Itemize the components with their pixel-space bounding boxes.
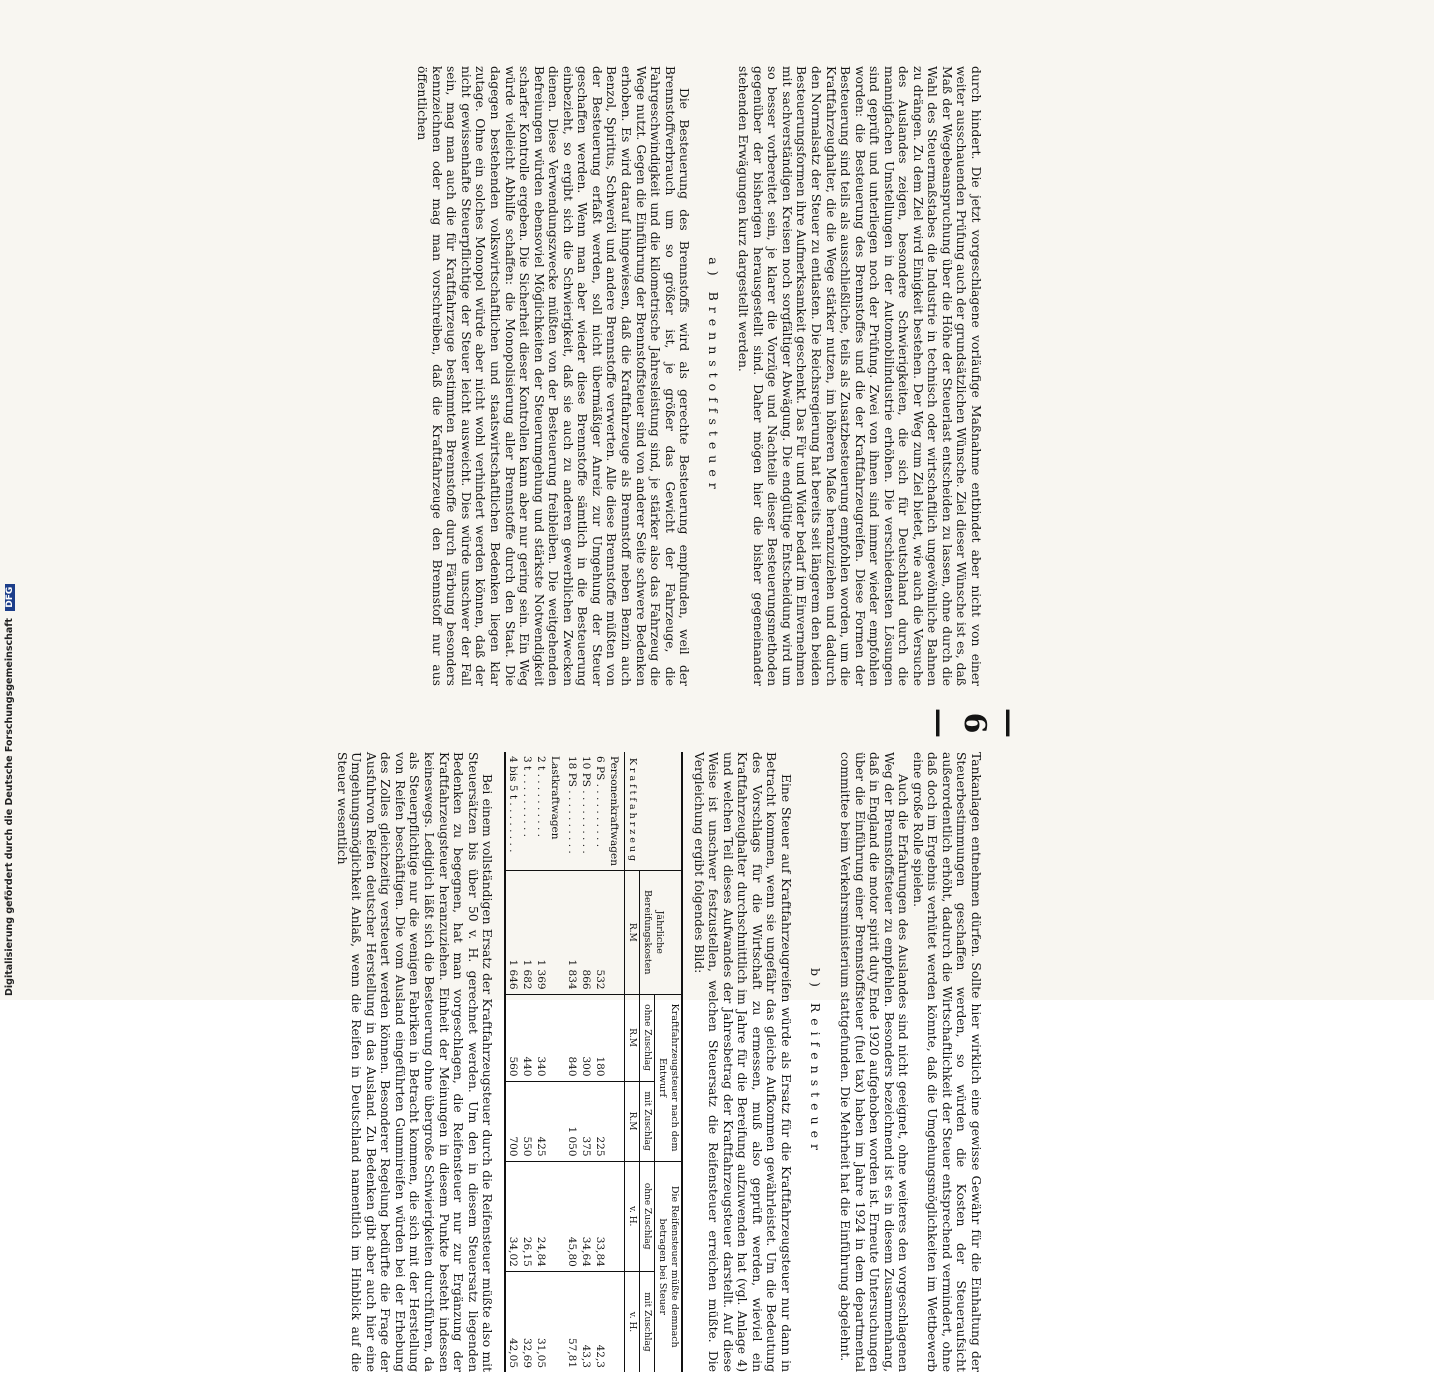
table-cell: 1 369 — [534, 870, 548, 994]
table-cell: 532 — [593, 870, 607, 994]
table-unit: v. H. — [625, 1161, 640, 1271]
right-paragraph-4: Bei einem vollständigen Ersatz der Kraftfahrzeugsteuer durch die Reifensteuer müßte also mit Steuersätzen bis über 50 v. H. gerechnet werden. Um den in diesem Steuersatz liegenden Bedenken zu begegnen, hat man vorgeschlagen, die Reifensteuer nur zur Ergänzung der Kraftfahrzeugsteuer heranzuziehen. Einheit der Meinungen in diesem Punkte besteht indessen keineswegs. Lediglich läßt sich die Besteuerung ohne übergroße Schwierigkeiten durchführen, da als Steuerpflichtige nur die wenigen Fabriken in Betracht kommen, die sich mit der Herstellung von Reifen beschäftigen. Die vom Ausland eingeführten Gummireifen würden bei der Erhebung des Zolles gleichzeitig versteuert werden können. Besonderer Regelung bedürfte die Frage der Ausfuhrvon Reifen deutscher Herstellung in das Ausland. Zu Bedenken gibt aber auch hier eine Umgehungsmöglichkeit Anlaß, wenn die Reifen in Deutschland namentlich im Hinblick auf die Steuer wesentlich — [334, 752, 495, 1372]
table-cell: 24,84 — [534, 1161, 548, 1271]
right-column — [334, 752, 983, 1372]
table-cell: 31,05 — [534, 1271, 548, 1372]
table-header-pct-without: ohne Zuschlag — [640, 1161, 655, 1271]
table-cell: 42,3 — [593, 1271, 607, 1372]
left-paragraph-2: Die Besteuerung des Brennstoffs wird als gerechte Besteuerung empfunden, weil der Brennstoffverbrauch um so größer ist, je größer das Gewicht der Fahrzeuge, die Fahrgeschwindigkeit und die kilometrische Jahresleistung sind, je stärker also das Fahrzeug die Wege nutzt. Gegen die Einführung der Brennstoffsteuer sind von anderer Seite schwere Bedenken erhoben. Es wird darauf hingewiesen, daß die Kraftfahrzeuge als Brennstoff neben Benzin auch Benzol, Spiritus, Schweröl und andere Brennstoffe verwerten. Alle diese Brennstoffe müßten von der Besteuerung erfaßt werden, soll nicht übermäßiger Anreiz zur Umgehung der Steuer geschaffen werden. Wenn man aber wieder diese Brennstoffe sämtlich in die Besteuerung einbezieht, so ergibt sich die Schwierigkeit, daß sie auch zu anderen gewerblichen Zwecken dienen. Diese Verwendungszwecke müßten von der Besteuerung freibleiben. Die weitgehenden Befreiungen würden ebensoviel Möglichkeiten der Steuerumgehung und stärkste Notwendigkeit scharfer Kontrolle ergeben. Die Sicherheit dieser Kontrollen kann aber nur gering sein. Ein Weg würde vielleicht Abhilfe schaffen: die Monopolisierung aller Brennstoffe durch den Staat. Die dagegen bestehenden volkswirtschaftlichen und staatswirtschaftlichen Bedenken liegen klar zutage. Ohne ein solches Monopol würde aber nicht wohl verhindert werden können, daß der nicht gewissenhafte Steuerpflichtige der Steuer leicht ausweicht. Dies würde unschwer der Fall sein, mag man auch die für Kraftfahrzeuge bestimmten Brennstoffe durch Färbung besonders kennzeichnen oder mag man vorschreiben, daß die Kraftfahrzeuge den Brennstoff nur aus öffentlichen — [415, 66, 692, 686]
left-paragraph-1: durch hindert. Die jetzt vorgeschlagene vorläufige Maßnahme entbindet aber nicht von einer weiter ausschauenden Prüfung auch der grundsätzlichen Wünsche. Ziel dieser Wünsche ist es, daß Maß der Wegebeanspruchung über die Höhe der Steuerlast entscheiden zu lassen, ohne durch die Wahl des Steuermaßstabes die Industrie in technisch oder wirtschaftlich ungewöhnliche Bahnen zu drängen. Zu dem Ziel wird Einigkeit bestehen. Der Weg zum Ziel bietet, wie auch die Versuche des Auslandes zeigen, besondere Schwierigkeiten, die sich für Deutschland durch die mannigfachen Umstellungen in der Automobilindustrie erhöhen. Die verschiedensten Lösungen sind geprüft und unterliegen noch der Prüfung. Zwei von ihnen sind immer wieder empfohlen worden: die Besteuerung des Brennstoffes und die der Kraftfahrzeugreifen. Diese Formen der Besteuerung sind teils als ausschließliche, teils als Zusatzbesteuerung empfohlen worden, um die Kraftfahrzeughalter, die die Wege stärker nutzen, im höheren Maße heranzuziehen und dadurch den Normalsatz der Steuer zu entlasten. Die Reichsregierung hat bereits seit längerem den beiden Besteuerungsformen ihre Aufmerksamkeit geschenkt. Das Für und Wider bedarf im Einvernehmen mit sachverständigen Kreisen noch sorgfältiger Abwägung. Die endgültige Entscheidung wird um so besser vorbereitet sein, je klarer die Vorzüge und Nachteile dieser Besteuerungsmethoden gegenüber der bisherigen herausgestellt sind. Daher mögen hier die bisher gegeneinander stehenden Erwägungen kurz dargestellt werden. — [736, 66, 983, 686]
table-cell: 43,3 — [579, 1271, 593, 1372]
section-heading-b: b) Reifensteuer — [807, 968, 823, 1156]
table-cell: 340 — [534, 994, 548, 1081]
table-header-annual: Jährliche Bereifungskosten — [640, 870, 683, 994]
right-paragraph-1: Tankanlagen entnehmen dürfen. Sollte hier wirklich eine gewisse Gewähr für die Einhaltung der Steuerbestimmungen geschaffen werden, so würden die Kosten der Steueraufsicht außerordentlich erhöht, dadurch die Wirtschaftlichkeit der Steuer entsprechend vermindert, ohne daß doch im Ergebnis verhütet werden könnte, daß die Umgehungsmöglichkeiten im Wettbewerb eine große Rolle spielen. — [910, 752, 983, 1372]
table-cell: 375 — [579, 1081, 593, 1161]
table-row — [593, 752, 607, 1372]
table-cell: 42,05 — [505, 1271, 520, 1372]
table-header-pct-with: mit Zuschlag — [640, 1271, 655, 1372]
table-cell: 300 — [579, 994, 593, 1081]
rotated-document-page — [0, 66, 1027, 1372]
table-row — [534, 752, 548, 1372]
tire-tax-table — [504, 752, 683, 1372]
table-header-vehicle: Kraftfahrzeug — [625, 752, 683, 870]
table-cell: 180 — [593, 994, 607, 1081]
table-cell: 1 646 — [505, 870, 520, 994]
right-paragraph-3: Eine Steuer auf Kraftfahrzeugreifen würde als Ersatz für die Kraftfahrzeugsteuer nur dann in Betracht kommen, wenn sie ungefähr das gleiche Aufkommen gewährleistet. Um die Bedeutung des Vorschlags für die Wirtschaft zu ermessen, muß also geprüft werden, wieviel ein Kraftfahrzeughalter durchschnittlich im Jahre für die Bereifung aufzuwenden hat (vgl. Anlage 4) und welchen Teil dieses Aufwandes der Jahresbetrag der Kraftfahrzeugsteuer darstellt. Auf diese Weise ist unschwer festzustellen, welchen Steuersatz die Reifensteuer erreichen müßte. Die Vergleichung ergibt folgendes Bild: — [691, 752, 793, 1372]
page-number: — 6 — — [922, 708, 1027, 740]
table-cell-label: 10 PS . . . . . . . . . . — [580, 756, 593, 854]
section-heading-a: a) Brennstoffsteuer — [705, 257, 721, 495]
table-unit: v. H. — [625, 1271, 640, 1372]
table-header-tax-without: ohne Zuschlag — [640, 994, 655, 1081]
table-cell: 1 834 — [565, 870, 579, 994]
table-cell: 26,15 — [520, 1161, 534, 1271]
table-cell: 440 — [520, 994, 534, 1081]
table-unit: R.M — [625, 870, 640, 994]
table-cell: 425 — [534, 1081, 548, 1161]
table-cell: 57,81 — [565, 1271, 579, 1372]
table-group-label: Personenkraftwagen — [608, 756, 621, 866]
table-header-tax-with: mit Zuschlag — [640, 1081, 655, 1161]
attribution-text: Digitalisierung gefördert durch die Deutsche Forschungsgemeinschaft — [4, 618, 15, 996]
table-cell-label: 4 bis 5 t . . . . . . . . — [507, 756, 520, 853]
table-cell-label: 2 t . . . . . . . . . . — [535, 756, 548, 837]
table-cell-label: 3 t . . . . . . . . . . — [521, 756, 534, 837]
table-row — [505, 752, 520, 1372]
table-unit: R.M — [625, 994, 640, 1081]
table-group-label: Lastkraftwagen — [549, 756, 562, 840]
table-cell-label: 18 PS . . . . . . . . . . — [566, 756, 579, 854]
table-cell: 33,84 — [593, 1161, 607, 1271]
table-cell: 550 — [520, 1081, 534, 1161]
table-unit: R.M — [625, 1081, 640, 1161]
table-cell: 45,80 — [565, 1161, 579, 1271]
table-cell: 34,64 — [579, 1161, 593, 1271]
table-cell: 1 050 — [565, 1081, 579, 1161]
left-column — [415, 66, 983, 686]
table-row — [565, 752, 579, 1372]
table-cell: 32,69 — [520, 1271, 534, 1372]
table-cell: 1 682 — [520, 870, 534, 994]
table-cell: 700 — [505, 1081, 520, 1161]
table-row — [579, 752, 593, 1372]
table-cell: 225 — [593, 1081, 607, 1161]
table-cell: 866 — [579, 870, 593, 994]
right-paragraph-2: Auch die Erfahrungen des Auslandes sind nicht geeignet, ohne weiteres den vorgeschlagenen Weg der Brennstoffsteuer zu empfehlen. Besonders bezeichnend ist es in diesem Zusammenhang, daß in England die motor spirit duty Ende 1920 aufgehoben worden ist. Erneute Untersuchungen über die Einführung einer Brennstoffsteuer (fuel tax) haben im Jahre 1924 in dem departmental committee beim Verkehrsministerium stattgefunden. Die Mehrheit hat die Einführung abgelehnt. — [838, 752, 911, 1372]
table-header-tax-group: Kraftfahrzeugsteuer nach dem Entwurf — [655, 994, 683, 1161]
table-cell-label: 6 PS . . . . . . . . . . — [594, 756, 607, 848]
table-cell: 560 — [505, 994, 520, 1081]
dfg-logo: DFG — [5, 584, 15, 611]
table-cell: 34,02 — [505, 1161, 520, 1271]
table-cell: 840 — [565, 994, 579, 1081]
table-header-pct-group: Die Reifensteuer müßte demnach betragen bei Steuer — [655, 1161, 683, 1372]
table-row — [520, 752, 534, 1372]
